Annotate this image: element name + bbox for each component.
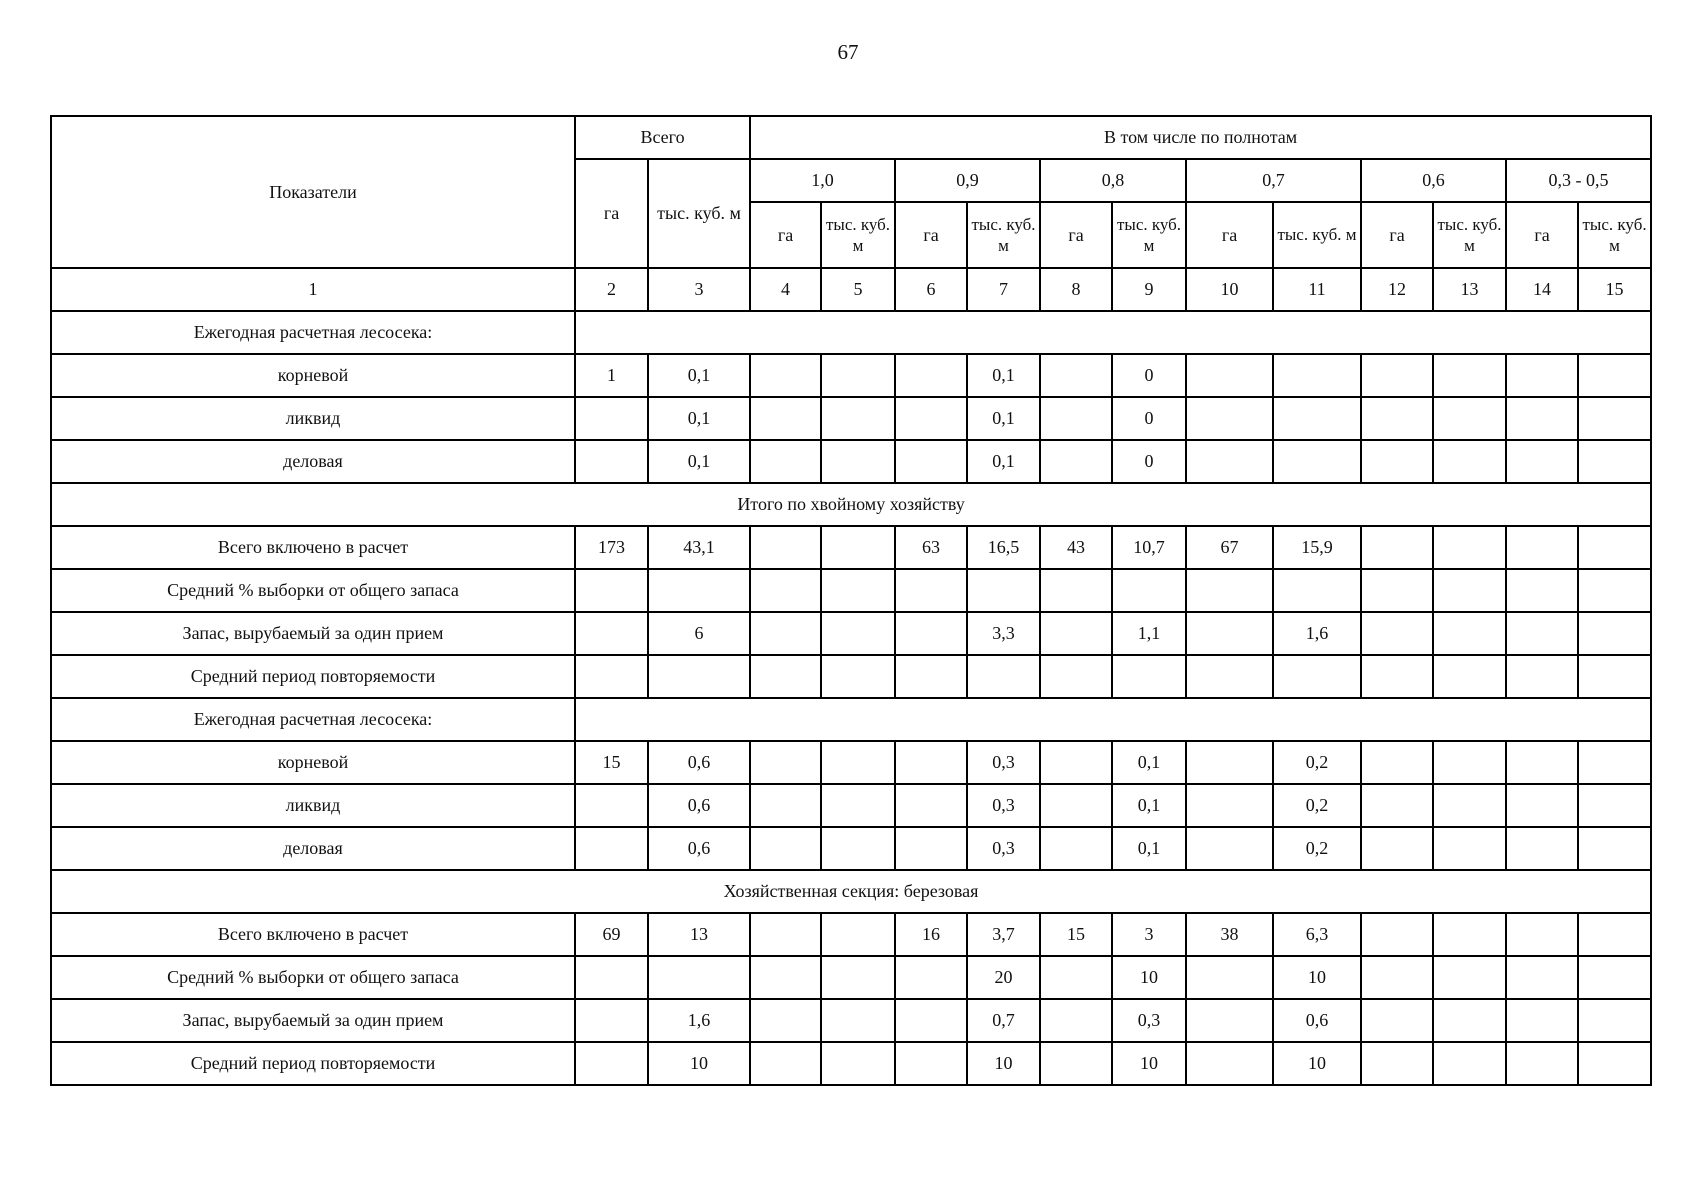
- table-cell: [1578, 1042, 1651, 1085]
- table-cell: 1,6: [648, 999, 750, 1042]
- table-cell: 69: [575, 913, 648, 956]
- header-density: 0,6: [1361, 159, 1506, 202]
- table-cell: [821, 354, 895, 397]
- table-cell: 10: [967, 1042, 1040, 1085]
- column-number: 10: [1186, 268, 1273, 311]
- table-cell: [821, 397, 895, 440]
- table-row: [51, 741, 1651, 784]
- row-label: Средний % выборки от общего запаса: [51, 956, 575, 999]
- table-cell: [1506, 784, 1578, 827]
- row-label: Запас, вырубаемый за один прием: [51, 999, 575, 1042]
- table-cell: [1578, 741, 1651, 784]
- header-volume: тыс. куб. м: [821, 202, 895, 268]
- table-cell: [1112, 569, 1186, 612]
- table-cell: 1: [575, 354, 648, 397]
- table-cell: [1578, 354, 1651, 397]
- table-row: [51, 354, 1651, 397]
- table-cell: 10: [648, 1042, 750, 1085]
- table-cell: 16,5: [967, 526, 1040, 569]
- header-density: 0,9: [895, 159, 1040, 202]
- table-cell: 0: [1112, 440, 1186, 483]
- table-cell: 0,1: [648, 440, 750, 483]
- table-cell: 0,2: [1273, 827, 1361, 870]
- table-cell: [1433, 354, 1506, 397]
- table-cell: [1506, 354, 1578, 397]
- table-cell: 0: [1112, 397, 1186, 440]
- table-cell: [1040, 827, 1112, 870]
- table-cell: 3: [1112, 913, 1186, 956]
- table-cell: [821, 784, 895, 827]
- table-cell: [1361, 655, 1433, 698]
- header-volume: тыс. куб. м: [967, 202, 1040, 268]
- table-cell: 15,9: [1273, 526, 1361, 569]
- table-cell: [1273, 655, 1361, 698]
- table-cell: [575, 612, 648, 655]
- table-row: [51, 311, 1651, 354]
- row-label: корневой: [51, 741, 575, 784]
- table-cell: [1433, 612, 1506, 655]
- table-cell: [895, 956, 967, 999]
- table-cell: [575, 655, 648, 698]
- table-cell: 0,1: [648, 354, 750, 397]
- table-cell: [1433, 999, 1506, 1042]
- column-number: 1: [51, 268, 575, 311]
- table-cell: [1506, 440, 1578, 483]
- table-row: [51, 1042, 1651, 1085]
- table-cell: [1361, 956, 1433, 999]
- table-cell: [575, 784, 648, 827]
- table-cell: [1433, 397, 1506, 440]
- table-cell: [1506, 1042, 1578, 1085]
- table-cell: 10: [1273, 956, 1361, 999]
- column-number: 13: [1433, 268, 1506, 311]
- header-volume: тыс. куб. м: [1578, 202, 1651, 268]
- column-number: 6: [895, 268, 967, 311]
- table-cell: [1433, 741, 1506, 784]
- table-cell: [1186, 741, 1273, 784]
- table-cell: [1040, 569, 1112, 612]
- table-cell: [575, 397, 648, 440]
- table-cell: [1186, 569, 1273, 612]
- table-cell: [1506, 569, 1578, 612]
- table-cell: [648, 655, 750, 698]
- table-cell: [821, 913, 895, 956]
- table-cell: 0,1: [967, 354, 1040, 397]
- table-cell: 0,6: [648, 827, 750, 870]
- table-cell: [648, 569, 750, 612]
- page-number: 67: [837, 40, 859, 64]
- table-cell: 0,2: [1273, 784, 1361, 827]
- table-cell: [821, 569, 895, 612]
- table-cell: [1578, 784, 1651, 827]
- table-cell: [821, 1042, 895, 1085]
- table-cell: [750, 784, 821, 827]
- table-cell: [750, 1042, 821, 1085]
- table-cell: [1361, 526, 1433, 569]
- table-cell: [750, 913, 821, 956]
- table-row: [51, 784, 1651, 827]
- table-cell: [967, 655, 1040, 698]
- table-cell: [1506, 913, 1578, 956]
- row-label: Средний период повторяемости: [51, 655, 575, 698]
- table-cell: [750, 397, 821, 440]
- table-cell: 0,1: [1112, 784, 1186, 827]
- table-cell: [1112, 655, 1186, 698]
- table-cell: [821, 999, 895, 1042]
- table-cell: [750, 827, 821, 870]
- table-cell: 6,3: [1273, 913, 1361, 956]
- table-cell: [895, 827, 967, 870]
- table-cell: 0,6: [1273, 999, 1361, 1042]
- table-cell: [1433, 913, 1506, 956]
- table-cell: [1578, 956, 1651, 999]
- table-cell: [1433, 440, 1506, 483]
- table-cell: 0,1: [648, 397, 750, 440]
- table-cell: [1040, 956, 1112, 999]
- section-row: [51, 483, 1651, 526]
- column-number: 14: [1506, 268, 1578, 311]
- table-cell: 0,3: [967, 784, 1040, 827]
- table-cell: [1433, 1042, 1506, 1085]
- table-cell: [1578, 397, 1651, 440]
- table-cell: [1361, 784, 1433, 827]
- table-cell: [895, 1042, 967, 1085]
- row-label: Средний период повторяемости: [51, 1042, 575, 1085]
- column-number: 15: [1578, 268, 1651, 311]
- table-cell: [821, 526, 895, 569]
- row-label: деловая: [51, 440, 575, 483]
- table-cell: [1186, 827, 1273, 870]
- table-row: [51, 612, 1651, 655]
- table-cell: [1506, 827, 1578, 870]
- table-cell: 3,7: [967, 913, 1040, 956]
- table-row: [51, 569, 1651, 612]
- table-cell: [1578, 569, 1651, 612]
- table-cell: [1186, 956, 1273, 999]
- table-cell: [1273, 354, 1361, 397]
- table-cell: [895, 784, 967, 827]
- table-cell: 0,1: [1112, 741, 1186, 784]
- header-ha: га: [1186, 202, 1273, 268]
- row-label: корневой: [51, 354, 575, 397]
- header-ha: га: [1040, 202, 1112, 268]
- header-indicators: Показатели: [51, 116, 575, 268]
- table-cell: [895, 569, 967, 612]
- section-title: Итого по хвойному хозяйству: [51, 483, 1651, 526]
- table-cell: [1506, 526, 1578, 569]
- table-cell: [750, 655, 821, 698]
- table-cell: [1578, 999, 1651, 1042]
- row-label: Запас, вырубаемый за один прием: [51, 612, 575, 655]
- table-cell: [1361, 827, 1433, 870]
- table-cell: 0: [1112, 354, 1186, 397]
- table-cell: [575, 440, 648, 483]
- table-row: [51, 397, 1651, 440]
- table-cell: [1578, 827, 1651, 870]
- table-cell: 43,1: [648, 526, 750, 569]
- table-row: [51, 526, 1651, 569]
- table-cell: 10: [1112, 956, 1186, 999]
- table-cell: [750, 956, 821, 999]
- table-cell: [1273, 440, 1361, 483]
- table-cell: [1506, 655, 1578, 698]
- table-cell: [1040, 741, 1112, 784]
- table-cell: 3,3: [967, 612, 1040, 655]
- table-cell: [1506, 397, 1578, 440]
- table-cell: [967, 569, 1040, 612]
- table-cell: [1578, 655, 1651, 698]
- table-cell: 13: [648, 913, 750, 956]
- header-total-volume: тыс. куб. м: [648, 159, 750, 268]
- table-cell: [895, 655, 967, 698]
- column-number: 4: [750, 268, 821, 311]
- table-cell: [1361, 1042, 1433, 1085]
- table-cell: 10,7: [1112, 526, 1186, 569]
- table-cell: 0,3: [967, 827, 1040, 870]
- table-cell: [750, 612, 821, 655]
- table-row: [51, 827, 1651, 870]
- column-number: 5: [821, 268, 895, 311]
- table-cell: [1040, 784, 1112, 827]
- table-cell: [1361, 913, 1433, 956]
- table-cell: [1433, 956, 1506, 999]
- table-cell: 0,1: [967, 440, 1040, 483]
- table-cell: [575, 569, 648, 612]
- table-cell: [1186, 655, 1273, 698]
- table-cell: [1186, 440, 1273, 483]
- table-cell: 0,6: [648, 784, 750, 827]
- table-cell: [1186, 999, 1273, 1042]
- table-cell: [750, 741, 821, 784]
- table-cell: [821, 827, 895, 870]
- table-cell: [1578, 440, 1651, 483]
- table-cell: 0,1: [967, 397, 1040, 440]
- row-label: Ежегодная расчетная лесосека:: [51, 311, 575, 354]
- table-cell: [1361, 741, 1433, 784]
- header-density: 1,0: [750, 159, 895, 202]
- table-cell: [750, 526, 821, 569]
- table-cell: [821, 655, 895, 698]
- column-number: 12: [1361, 268, 1433, 311]
- forest-cutting-table: [50, 115, 1652, 1086]
- row-label: деловая: [51, 827, 575, 870]
- table-cell: [575, 827, 648, 870]
- row-label: ликвид: [51, 397, 575, 440]
- column-number: 9: [1112, 268, 1186, 311]
- header-ha: га: [1506, 202, 1578, 268]
- table-cell: [1578, 913, 1651, 956]
- table-row: [51, 698, 1651, 741]
- table-row: [51, 655, 1651, 698]
- table-cell: [1361, 569, 1433, 612]
- table-cell: [1040, 354, 1112, 397]
- table-cell: [1506, 999, 1578, 1042]
- table-cell: [895, 999, 967, 1042]
- table-cell: 43: [1040, 526, 1112, 569]
- table-cell: [1433, 784, 1506, 827]
- row-label: ликвид: [51, 784, 575, 827]
- table-cell: [821, 741, 895, 784]
- table-cell: [1040, 440, 1112, 483]
- table-cell: 10: [1273, 1042, 1361, 1085]
- column-number: 2: [575, 268, 648, 311]
- table-row: [51, 999, 1651, 1042]
- table-cell: [1040, 655, 1112, 698]
- header-total-ha: га: [575, 159, 648, 268]
- table-cell: 6: [648, 612, 750, 655]
- table-cell: [1040, 397, 1112, 440]
- table-cell: 0,7: [967, 999, 1040, 1042]
- table-cell: [1433, 655, 1506, 698]
- table-cell: 10: [1112, 1042, 1186, 1085]
- section-row: [51, 870, 1651, 913]
- table-cell: [750, 569, 821, 612]
- table-cell: 1,1: [1112, 612, 1186, 655]
- table-cell: 173: [575, 526, 648, 569]
- column-number: 7: [967, 268, 1040, 311]
- table-row: [51, 913, 1651, 956]
- table-cell: [1361, 999, 1433, 1042]
- table-cell: [575, 1042, 648, 1085]
- table-cell: [1040, 1042, 1112, 1085]
- table-body: [51, 311, 1651, 1085]
- table-header: [51, 116, 1651, 311]
- table-cell: 67: [1186, 526, 1273, 569]
- row-label: Средний % выборки от общего запаса: [51, 569, 575, 612]
- header-total: Всего: [575, 116, 750, 159]
- table-cell: [1433, 526, 1506, 569]
- table-cell: [1273, 569, 1361, 612]
- table-cell: 16: [895, 913, 967, 956]
- header-volume: тыс. куб. м: [1112, 202, 1186, 268]
- table-cell: [1578, 612, 1651, 655]
- table-cell: 20: [967, 956, 1040, 999]
- table-cell: [1273, 397, 1361, 440]
- table-cell: [1186, 1042, 1273, 1085]
- table-cell: [1506, 612, 1578, 655]
- row-label: Всего включено в расчет: [51, 913, 575, 956]
- table-cell: [895, 354, 967, 397]
- table-cell: [821, 956, 895, 999]
- table-cell: [575, 956, 648, 999]
- table-cell: [750, 440, 821, 483]
- table-cell: [1506, 956, 1578, 999]
- table-cell: [750, 354, 821, 397]
- header-density: 0,8: [1040, 159, 1186, 202]
- header-density: 0,3 - 0,5: [1506, 159, 1651, 202]
- table-cell: [895, 741, 967, 784]
- row-label: Всего включено в расчет: [51, 526, 575, 569]
- table-cell: 0,2: [1273, 741, 1361, 784]
- table-cell: [821, 440, 895, 483]
- column-number-row: [51, 268, 1651, 311]
- table-cell: 38: [1186, 913, 1273, 956]
- header-ha: га: [1361, 202, 1433, 268]
- table-cell: 0,1: [1112, 827, 1186, 870]
- empty-span-cell: [575, 698, 1651, 741]
- table-cell: [575, 999, 648, 1042]
- table-cell: [895, 397, 967, 440]
- column-number: 3: [648, 268, 750, 311]
- table-cell: [1186, 612, 1273, 655]
- table-row: [51, 440, 1651, 483]
- table-cell: [750, 999, 821, 1042]
- table-cell: [1433, 569, 1506, 612]
- table-cell: [1186, 784, 1273, 827]
- header-ha: га: [895, 202, 967, 268]
- table-cell: [821, 612, 895, 655]
- table-cell: 0,3: [967, 741, 1040, 784]
- header-including-by-density: В том числе по полнотам: [750, 116, 1651, 159]
- table-cell: 0,3: [1112, 999, 1186, 1042]
- table-cell: 63: [895, 526, 967, 569]
- column-number: 8: [1040, 268, 1112, 311]
- table-cell: [1578, 526, 1651, 569]
- table-cell: [1433, 827, 1506, 870]
- header-volume: тыс. куб. м: [1433, 202, 1506, 268]
- table-cell: 0,6: [648, 741, 750, 784]
- table-cell: [1040, 999, 1112, 1042]
- table-cell: [1040, 612, 1112, 655]
- table-cell: 1,6: [1273, 612, 1361, 655]
- section-title: Хозяйственная секция: березовая: [51, 870, 1651, 913]
- header-volume: тыс. куб. м: [1273, 202, 1361, 268]
- table-cell: [1361, 612, 1433, 655]
- row-label: Ежегодная расчетная лесосека:: [51, 698, 575, 741]
- header-density: 0,7: [1186, 159, 1361, 202]
- table-cell: 15: [1040, 913, 1112, 956]
- table-cell: 15: [575, 741, 648, 784]
- table-cell: [1361, 354, 1433, 397]
- table-cell: [1186, 354, 1273, 397]
- table-row: [51, 956, 1651, 999]
- table-cell: [1506, 741, 1578, 784]
- table-cell: [648, 956, 750, 999]
- empty-span-cell: [575, 311, 1651, 354]
- table-cell: [1361, 440, 1433, 483]
- table-cell: [895, 612, 967, 655]
- column-number: 11: [1273, 268, 1361, 311]
- table-cell: [1186, 397, 1273, 440]
- table-cell: [895, 440, 967, 483]
- table-cell: [1361, 397, 1433, 440]
- header-ha: га: [750, 202, 821, 268]
